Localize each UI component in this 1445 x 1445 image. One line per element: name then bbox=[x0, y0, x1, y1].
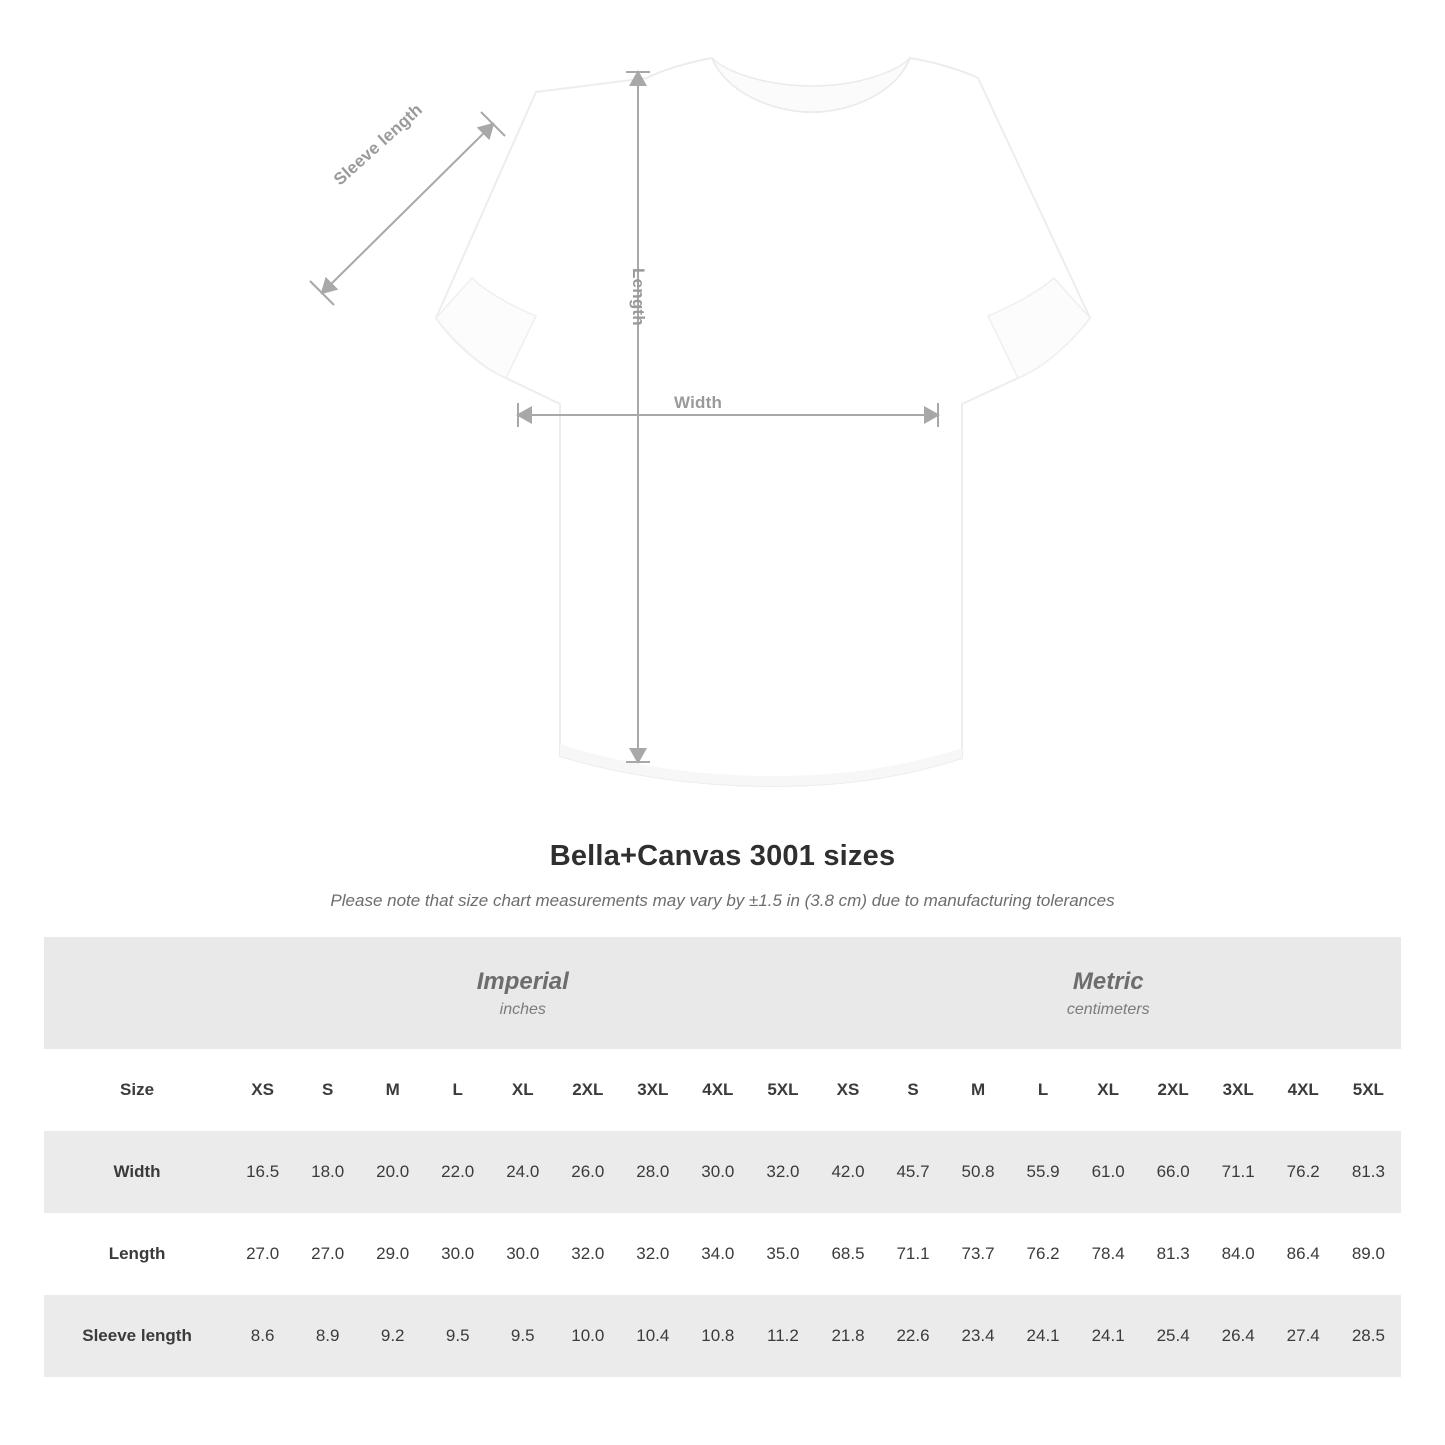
column-header-imperial-5xl: 5XL bbox=[750, 1049, 815, 1131]
cell-sleeve-metric-xs: 21.8 bbox=[815, 1295, 880, 1377]
cell-width-metric-4xl: 76.2 bbox=[1271, 1131, 1336, 1213]
column-header-imperial-l: L bbox=[425, 1049, 490, 1131]
cell-width-imperial-3xl: 28.0 bbox=[620, 1131, 685, 1213]
column-header-imperial-m: M bbox=[360, 1049, 425, 1131]
cell-width-metric-s: 45.7 bbox=[881, 1131, 946, 1213]
cell-width-metric-l: 55.9 bbox=[1011, 1131, 1076, 1213]
cell-sleeve-imperial-s: 8.9 bbox=[295, 1295, 360, 1377]
column-header-metric-2xl: 2XL bbox=[1141, 1049, 1206, 1131]
size-table-wrap bbox=[44, 937, 1401, 1377]
sleeve-length-label: Sleeve length bbox=[330, 99, 427, 190]
system-unit-metric: centimeters bbox=[1066, 1001, 1150, 1018]
column-header-size: Size bbox=[44, 1049, 230, 1131]
column-header-imperial-4xl: 4XL bbox=[685, 1049, 750, 1131]
row-label-sleeve-length: Sleeve length bbox=[44, 1295, 230, 1377]
cell-length-metric-s: 71.1 bbox=[881, 1213, 946, 1295]
column-header-metric-s: S bbox=[881, 1049, 946, 1131]
cell-sleeve-metric-s: 22.6 bbox=[881, 1295, 946, 1377]
column-header-imperial-xl: XL bbox=[490, 1049, 555, 1131]
column-header-metric-l: L bbox=[1011, 1049, 1076, 1131]
system-header-imperial bbox=[230, 937, 815, 1049]
cell-sleeve-metric-3xl: 26.4 bbox=[1206, 1295, 1271, 1377]
system-header-metric bbox=[815, 937, 1401, 1049]
table-row bbox=[44, 1131, 1401, 1213]
column-header-imperial-xs: XS bbox=[230, 1049, 295, 1131]
system-name-metric: Metric bbox=[1072, 968, 1144, 995]
cell-length-metric-5xl: 89.0 bbox=[1336, 1213, 1401, 1295]
column-header-imperial-s: S bbox=[295, 1049, 360, 1131]
column-header-metric-m: M bbox=[946, 1049, 1011, 1131]
cell-width-metric-3xl: 71.1 bbox=[1206, 1131, 1271, 1213]
cell-width-metric-xs: 42.0 bbox=[815, 1131, 880, 1213]
cell-width-metric-2xl: 66.0 bbox=[1141, 1131, 1206, 1213]
cell-length-imperial-l: 30.0 bbox=[425, 1213, 490, 1295]
row-label-width: Width bbox=[44, 1131, 230, 1213]
cell-sleeve-metric-l: 24.1 bbox=[1011, 1295, 1076, 1377]
cell-width-imperial-m: 20.0 bbox=[360, 1131, 425, 1213]
table-row bbox=[44, 1295, 1401, 1377]
cell-sleeve-imperial-xl: 9.5 bbox=[490, 1295, 555, 1377]
column-header-imperial-2xl: 2XL bbox=[555, 1049, 620, 1131]
cell-length-imperial-5xl: 35.0 bbox=[750, 1213, 815, 1295]
cell-length-imperial-3xl: 32.0 bbox=[620, 1213, 685, 1295]
cell-width-metric-5xl: 81.3 bbox=[1336, 1131, 1401, 1213]
cell-length-metric-xl: 78.4 bbox=[1076, 1213, 1141, 1295]
length-label: Length bbox=[629, 268, 648, 326]
column-header-metric-xl: XL bbox=[1076, 1049, 1141, 1131]
cell-length-imperial-s: 27.0 bbox=[295, 1213, 360, 1295]
cell-width-imperial-xs: 16.5 bbox=[230, 1131, 295, 1213]
table-row bbox=[44, 1213, 1401, 1295]
system-unit-imperial: inches bbox=[499, 1001, 546, 1018]
width-label: Width bbox=[674, 393, 723, 412]
column-header-metric-3xl: 3XL bbox=[1206, 1049, 1271, 1131]
system-name-imperial: Imperial bbox=[476, 968, 569, 995]
cell-sleeve-metric-xl: 24.1 bbox=[1076, 1295, 1141, 1377]
cell-length-metric-xs: 68.5 bbox=[815, 1213, 880, 1295]
tshirt-shape bbox=[436, 58, 1090, 786]
cell-sleeve-imperial-l: 9.5 bbox=[425, 1295, 490, 1377]
cell-width-imperial-xl: 24.0 bbox=[490, 1131, 555, 1213]
cell-width-imperial-4xl: 30.0 bbox=[685, 1131, 750, 1213]
cell-sleeve-imperial-xs: 8.6 bbox=[230, 1295, 295, 1377]
cell-length-metric-4xl: 86.4 bbox=[1271, 1213, 1336, 1295]
cell-width-imperial-2xl: 26.0 bbox=[555, 1131, 620, 1213]
cell-sleeve-metric-2xl: 25.4 bbox=[1141, 1295, 1206, 1377]
column-header-metric-5xl: 5XL bbox=[1336, 1049, 1401, 1131]
cell-length-metric-m: 73.7 bbox=[946, 1213, 1011, 1295]
cell-width-metric-m: 50.8 bbox=[946, 1131, 1011, 1213]
cell-width-metric-xl: 61.0 bbox=[1076, 1131, 1141, 1213]
cell-length-metric-l: 76.2 bbox=[1011, 1213, 1076, 1295]
cell-length-imperial-xl: 30.0 bbox=[490, 1213, 555, 1295]
cell-sleeve-imperial-2xl: 10.0 bbox=[555, 1295, 620, 1377]
cell-length-imperial-m: 29.0 bbox=[360, 1213, 425, 1295]
cell-length-imperial-xs: 27.0 bbox=[230, 1213, 295, 1295]
cell-sleeve-metric-m: 23.4 bbox=[946, 1295, 1011, 1377]
system-header-blank bbox=[44, 937, 230, 1049]
tolerance-note: Please note that size chart measurements may vary by ±1.5 in (3.8 cm) due to manufacturing tolerances bbox=[330, 891, 1115, 910]
cell-length-imperial-2xl: 32.0 bbox=[555, 1213, 620, 1295]
cell-sleeve-metric-4xl: 27.4 bbox=[1271, 1295, 1336, 1377]
system-header-row bbox=[44, 937, 1401, 1049]
cell-length-metric-2xl: 81.3 bbox=[1141, 1213, 1206, 1295]
column-header-imperial-3xl: 3XL bbox=[620, 1049, 685, 1131]
cell-width-imperial-l: 22.0 bbox=[425, 1131, 490, 1213]
title-block bbox=[0, 840, 1445, 911]
row-label-length: Length bbox=[44, 1213, 230, 1295]
cell-width-imperial-s: 18.0 bbox=[295, 1131, 360, 1213]
cell-sleeve-imperial-m: 9.2 bbox=[360, 1295, 425, 1377]
cell-length-imperial-4xl: 34.0 bbox=[685, 1213, 750, 1295]
page-title: Bella+Canvas 3001 sizes bbox=[549, 840, 896, 872]
column-header-metric-xs: XS bbox=[815, 1049, 880, 1131]
cell-sleeve-metric-5xl: 28.5 bbox=[1336, 1295, 1401, 1377]
size-header-row bbox=[44, 1049, 1401, 1131]
column-header-metric-4xl: 4XL bbox=[1271, 1049, 1336, 1131]
cell-sleeve-imperial-3xl: 10.4 bbox=[620, 1295, 685, 1377]
cell-width-imperial-5xl: 32.0 bbox=[750, 1131, 815, 1213]
cell-sleeve-imperial-5xl: 11.2 bbox=[750, 1295, 815, 1377]
size-table bbox=[44, 937, 1401, 1377]
cell-sleeve-imperial-4xl: 10.8 bbox=[685, 1295, 750, 1377]
cell-length-metric-3xl: 84.0 bbox=[1206, 1213, 1271, 1295]
